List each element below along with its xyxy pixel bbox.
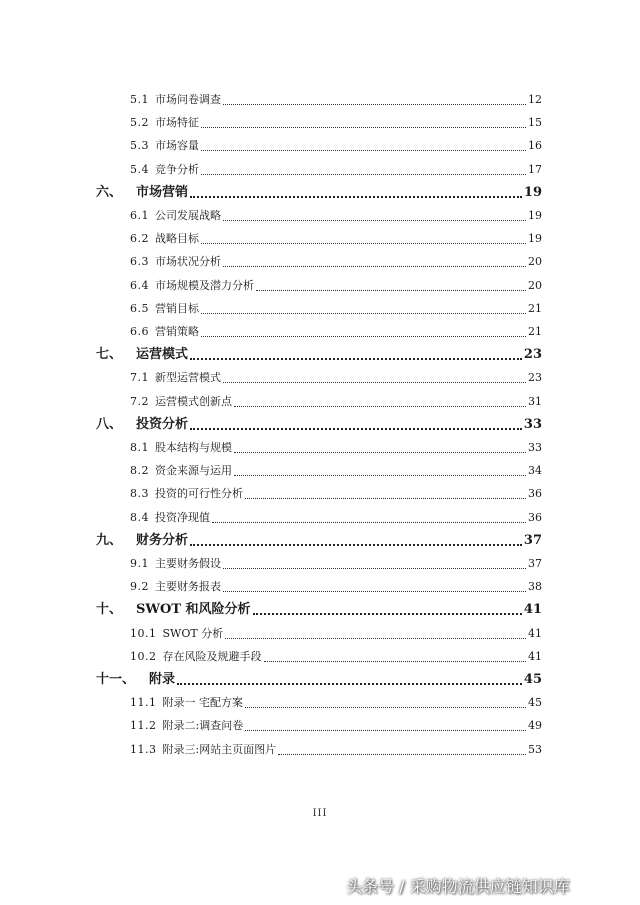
toc-entry-page: 19 [528,209,542,222]
toc-chapter-row[interactable] [96,670,542,690]
toc-entry-page: 33 [528,441,542,454]
toc-entry-page: 21 [528,301,542,315]
dot-leader [212,521,526,523]
toc-entry-number: 6.6 [130,325,149,338]
toc-section-row[interactable] [130,299,542,319]
toc-entry-number: 5.3 [130,139,149,153]
toc-section-row[interactable] [130,740,542,760]
toc-entry-page: 15 [528,116,542,130]
toc-entry-title: 附录三:网站主页面图片 [162,742,277,756]
dot-leader [253,612,522,615]
toc-entry-page: 38 [528,580,542,594]
toc-entry-number: 8.4 [130,510,149,524]
toc-entry-page: 41 [528,626,542,640]
toc-section-row[interactable] [130,392,542,412]
toc-entry-title: 主要财务报表 [155,580,221,594]
toc-entry-page: 12 [528,93,542,106]
page-number: III [312,808,328,819]
toc-entry-page: 37 [528,557,542,570]
toc-entry-title: 附录二:调查问卷 [162,719,244,733]
toc-section-row[interactable] [130,322,542,342]
toc-entry-number: 九、 [96,532,123,548]
toc-entry-number: 6.4 [130,278,149,292]
toc-entry-number: 6.5 [130,301,149,315]
toc-entry-page: 21 [528,325,542,338]
toc-entry-title: 财务分析 [136,532,189,548]
toc-section-row[interactable] [130,461,542,481]
toc-entry-number: 7.2 [130,394,149,408]
toc-chapter-row[interactable] [96,531,542,551]
toc-entry-number: 11.3 [130,742,157,756]
toc-entry-page: 23 [528,371,542,385]
toc-entry-number: 7.1 [130,371,149,385]
toc-entry-number: 8.3 [130,487,149,501]
toc-entry-title: 附录 [149,672,176,687]
toc-entry-number: 十一、 [96,672,136,687]
toc-section-row[interactable] [130,276,542,296]
toc-entry-title: 运营模式创新点 [155,394,232,408]
dot-leader [264,660,527,662]
toc-entry-number: 七、 [96,347,123,363]
toc-section-row[interactable] [130,716,542,736]
toc-entry-title: 市场状况分析 [155,255,221,269]
toc-entry-title: 公司发展战略 [155,209,221,222]
toc-section-row[interactable] [130,484,542,504]
toc-section-row[interactable] [130,554,542,574]
toc-entry-page: 16 [528,139,542,153]
toc-section-row[interactable] [130,136,542,156]
toc-entry-page: 36 [528,487,542,501]
dot-leader [190,195,522,198]
toc-entry-page: 31 [528,394,542,408]
toc-entry-title: 主要财务假设 [155,557,221,570]
toc-entry-number: 10.1 [130,626,157,640]
toc-entry-number: 8.2 [130,464,149,478]
dot-leader [190,543,522,546]
dot-leader [256,289,526,291]
toc-entry-page: 33 [523,416,542,432]
toc-entry-number: 5.4 [130,162,149,176]
toc-entry-page: 17 [528,162,542,176]
toc-section-row[interactable] [130,229,542,249]
toc-entry-page: 49 [528,719,542,733]
toc-section-row[interactable] [130,693,542,713]
toc-entry-number: 9.1 [130,557,149,570]
dot-leader [225,637,526,639]
toc-entry-title: 市场规模及潜力分析 [155,278,254,292]
toc-entry-page: 34 [528,464,542,478]
toc-entry-page: 45 [523,672,542,687]
toc-entry-number: 11.1 [130,696,157,710]
toc-entry-number: 6.2 [130,232,149,246]
toc-entry-number: 8.1 [130,441,149,454]
dot-leader [223,590,526,592]
toc-entry-title: 投资的可行性分析 [155,487,243,501]
toc-entry-title: 市场容量 [155,139,199,153]
toc-section-row[interactable] [130,577,542,597]
toc-section-row[interactable] [130,252,542,272]
toc-entry-page: 45 [528,696,542,710]
toc-section-row[interactable] [130,624,542,644]
toc-section-row[interactable] [130,90,542,110]
toc-entry-number: 9.2 [130,580,149,594]
dot-leader [201,126,526,128]
toc-entry-page: 53 [528,742,542,756]
toc-entry-number: 5.1 [130,93,149,106]
dot-leader [201,149,526,151]
dot-leader [223,265,526,267]
toc-entry-number: 11.2 [130,719,157,733]
toc-entry-title: 运营模式 [136,347,189,363]
dot-leader [223,219,526,221]
toc-entry-page: 20 [528,255,542,269]
toc-entry-title: 市场特征 [155,116,199,130]
dot-leader [278,753,526,755]
toc-entry-page: 20 [528,278,542,292]
toc-entry-title: 营销策略 [155,325,199,338]
toc-entry-title: 资金来源与运用 [155,464,232,478]
toc-entry-number: 十、 [96,602,123,618]
dot-leader [190,357,522,360]
toc-chapter-row[interactable] [96,183,542,203]
dot-leader [201,173,526,175]
dot-leader [177,682,522,685]
toc-entry-title: 竞争分析 [155,162,199,176]
toc-entry-page: 19 [528,232,542,246]
toc-entry-title: 存在风险及规避手段 [162,649,262,663]
toc-chapter-row[interactable] [96,415,542,435]
toc-section-row[interactable] [130,160,542,180]
toc-entry-number: 6.1 [130,209,149,222]
dot-leader [245,706,526,708]
dot-leader [234,451,526,453]
dot-leader [201,242,526,244]
toc-entry-title: 战略目标 [155,232,199,246]
toc-entry-title: 股本结构与规模 [155,441,232,454]
toc-section-row[interactable] [130,438,542,458]
toc-entry-number: 6.3 [130,255,149,269]
toc-entry-title: 附录一 宅配方案 [162,696,243,710]
toc-entry-page: 41 [528,649,542,663]
toc-entry-title: SWOT 和风险分析 [136,602,251,618]
toc-section-row[interactable] [130,368,542,388]
toc-entry-number: 八、 [96,416,123,432]
dot-leader [201,312,526,314]
toc-section-row[interactable] [130,647,542,667]
toc-chapter-row[interactable] [96,345,542,365]
dot-leader [223,567,526,569]
watermark: 头条号 / 采购物流供应链知识库 [346,877,570,896]
dot-leader [223,381,526,383]
dot-leader [234,474,526,476]
toc-entry-number: 六、 [96,184,123,200]
toc-section-row[interactable] [130,508,542,528]
toc-entry-title: 投资净现值 [155,510,210,524]
dot-leader [190,427,522,430]
toc-entry-number: 5.2 [130,116,149,130]
toc-entry-page: 19 [523,184,542,200]
toc-entry-page: 36 [528,510,542,524]
toc-entry-number: 10.2 [130,649,157,663]
toc-chapter-row[interactable] [96,600,542,620]
toc-entry-title: 投资分析 [136,416,189,432]
toc-entry-title: SWOT 分析 [162,626,224,640]
dot-leader [223,103,526,105]
dot-leader [234,405,526,407]
toc-entry-page: 37 [523,532,542,548]
dot-leader [245,729,526,731]
toc-section-row[interactable] [130,206,542,226]
toc-entry-title: 市场营销 [136,184,189,200]
toc-entry-title: 营销目标 [155,301,199,315]
toc-entry-page: 23 [523,347,542,363]
toc-entry-page: 41 [523,602,542,618]
toc-section-row[interactable] [130,113,542,133]
dot-leader [201,335,526,337]
dot-leader [245,497,526,499]
toc-entry-title: 新型运营模式 [155,371,221,385]
toc-entry-title: 市场问卷调查 [155,93,221,106]
